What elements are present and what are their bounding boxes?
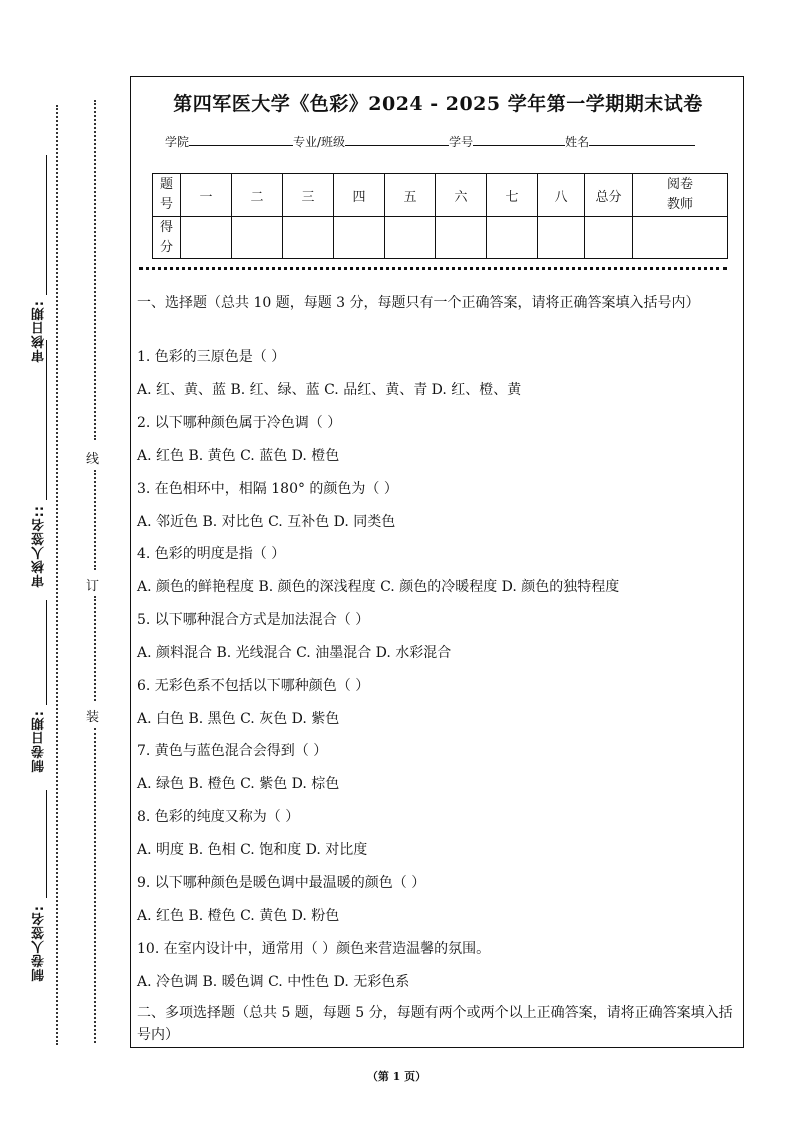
question-1-options: A. 红、黄、蓝 B. 红、绿、蓝 C. 品红、黄、青 D. 红、橙、黄: [137, 382, 522, 398]
major-label: 专业/班级: [293, 135, 346, 149]
reviewer-sign-label: 审核人签名::: [32, 505, 47, 588]
page-footer: （第 1 页）: [366, 1070, 427, 1083]
score-header-cell: 一: [181, 174, 232, 217]
binding-char-ding: 订: [86, 579, 100, 594]
question-4: 4. 色彩的明度是指（ ）: [137, 546, 286, 562]
question-3-options: A. 邻近色 B. 对比色 C. 互补色 D. 同类色: [137, 514, 396, 530]
question-4-options: A. 颜色的鲜艳程度 B. 颜色的深浅程度 C. 颜色的冷暖程度 D. 颜色的独特程度: [137, 579, 620, 595]
review-date-label: 审核日期:: [32, 300, 47, 363]
question-6: 6. 无彩色系不包括以下哪种颜色（ ）: [137, 678, 370, 694]
binding-dotted-line-mid: [94, 470, 96, 570]
score-header-cell: 题 号: [153, 174, 181, 217]
question-9: 9. 以下哪种颜色是暖色调中最温暖的颜色（ ）: [137, 875, 426, 891]
question-10-options: A. 冷色调 B. 暖色调 C. 中性色 D. 无彩色系: [137, 974, 410, 990]
reviewer-sign-line: [46, 340, 47, 500]
question-8: 8. 色彩的纯度又称为（ ）: [137, 809, 300, 825]
make-date-line: [46, 600, 47, 705]
score-header-cell: 七: [487, 174, 538, 217]
binding-dotted-line-mid2: [94, 596, 96, 701]
student-id-field[interactable]: [473, 133, 565, 146]
score-cell[interactable]: [385, 217, 436, 259]
binding-char-zhuang: 装: [86, 710, 100, 725]
dotted-separator: [139, 267, 727, 270]
student-id-label: 学号: [449, 135, 474, 149]
score-table: [152, 173, 728, 259]
question-3: 3. 在色相环中，相隔 180° 的颜色为（ ）: [137, 481, 398, 497]
score-cell[interactable]: [487, 217, 538, 259]
college-label: 学院: [165, 135, 190, 149]
review-date-line: [46, 155, 47, 295]
score-cell[interactable]: [538, 217, 585, 259]
question-2-options: A. 红色 B. 黄色 C. 蓝色 D. 橙色: [137, 448, 340, 464]
exam-title: 第四军医大学《色彩》2024 - 2025 学年第一学期期末试卷: [173, 93, 703, 115]
section1-intro: 一、选择题（总共 10 题，每题 3 分，每题只有一个正确答案，请将正确答案填入括号内）: [137, 295, 700, 311]
binding-dotted-line-top: [94, 100, 96, 440]
make-date-label: 制卷日期:: [32, 710, 47, 773]
score-header-cell: 二: [232, 174, 283, 217]
name-label: 姓名: [565, 135, 590, 149]
question-6-options: A. 白色 B. 黑色 C. 灰色 D. 紫色: [137, 711, 340, 727]
score-header-cell: 八: [538, 174, 585, 217]
score-header-cell: 六: [436, 174, 487, 217]
score-cell[interactable]: [633, 217, 728, 259]
question-8-options: A. 明度 B. 色相 C. 饱和度 D. 对比度: [137, 842, 368, 858]
score-header-cell: 五: [385, 174, 436, 217]
question-2: 2. 以下哪种颜色属于冷色调（ ）: [137, 415, 342, 431]
maker-sign-line: [46, 790, 47, 898]
score-header-cell: 三: [283, 174, 334, 217]
score-header-cell: 阅卷 教师: [633, 174, 728, 217]
binding-dotted-line-bottom: [94, 728, 96, 1043]
question-7: 7. 黄色与蓝色混合会得到（ ）: [137, 743, 328, 759]
score-cell[interactable]: [334, 217, 385, 259]
left-dotted-line: [56, 105, 58, 1045]
major-field[interactable]: [345, 133, 449, 146]
question-9-options: A. 红色 B. 橙色 C. 黄色 D. 粉色: [137, 908, 340, 924]
question-5-options: A. 颜料混合 B. 光线混合 C. 油墨混合 D. 水彩混合: [137, 645, 452, 661]
score-cell[interactable]: [585, 217, 633, 259]
score-header-cell: 四: [334, 174, 385, 217]
exam-frame: [130, 76, 744, 1048]
score-table-header-row: [153, 174, 728, 217]
name-field[interactable]: [589, 133, 695, 146]
score-header-cell: 总分: [585, 174, 633, 217]
binding-char-xian: 线: [86, 452, 100, 467]
question-1: 1. 色彩的三原色是（ ）: [137, 349, 286, 365]
score-cell[interactable]: [181, 217, 232, 259]
score-cell[interactable]: [436, 217, 487, 259]
question-10: 10. 在室内设计中，通常用（ ）颜色来营造温馨的氛围。: [137, 941, 491, 957]
question-7-options: A. 绿色 B. 橙色 C. 紫色 D. 棕色: [137, 776, 340, 792]
section2-intro: 二、多项选择题（总共 5 题，每题 5 分，每题有两个或两个以上正确答案，请将正确答案填入括号内）: [137, 1005, 733, 1043]
maker-sign-label: 制卷人签名:: [32, 905, 47, 982]
score-row-label: 得 分: [153, 217, 181, 259]
college-field[interactable]: [189, 133, 293, 146]
score-table-score-row: [153, 217, 728, 259]
score-cell[interactable]: [283, 217, 334, 259]
student-info-row: [165, 133, 695, 150]
question-5: 5. 以下哪种混合方式是加法混合（ ）: [137, 612, 370, 628]
score-cell[interactable]: [232, 217, 283, 259]
